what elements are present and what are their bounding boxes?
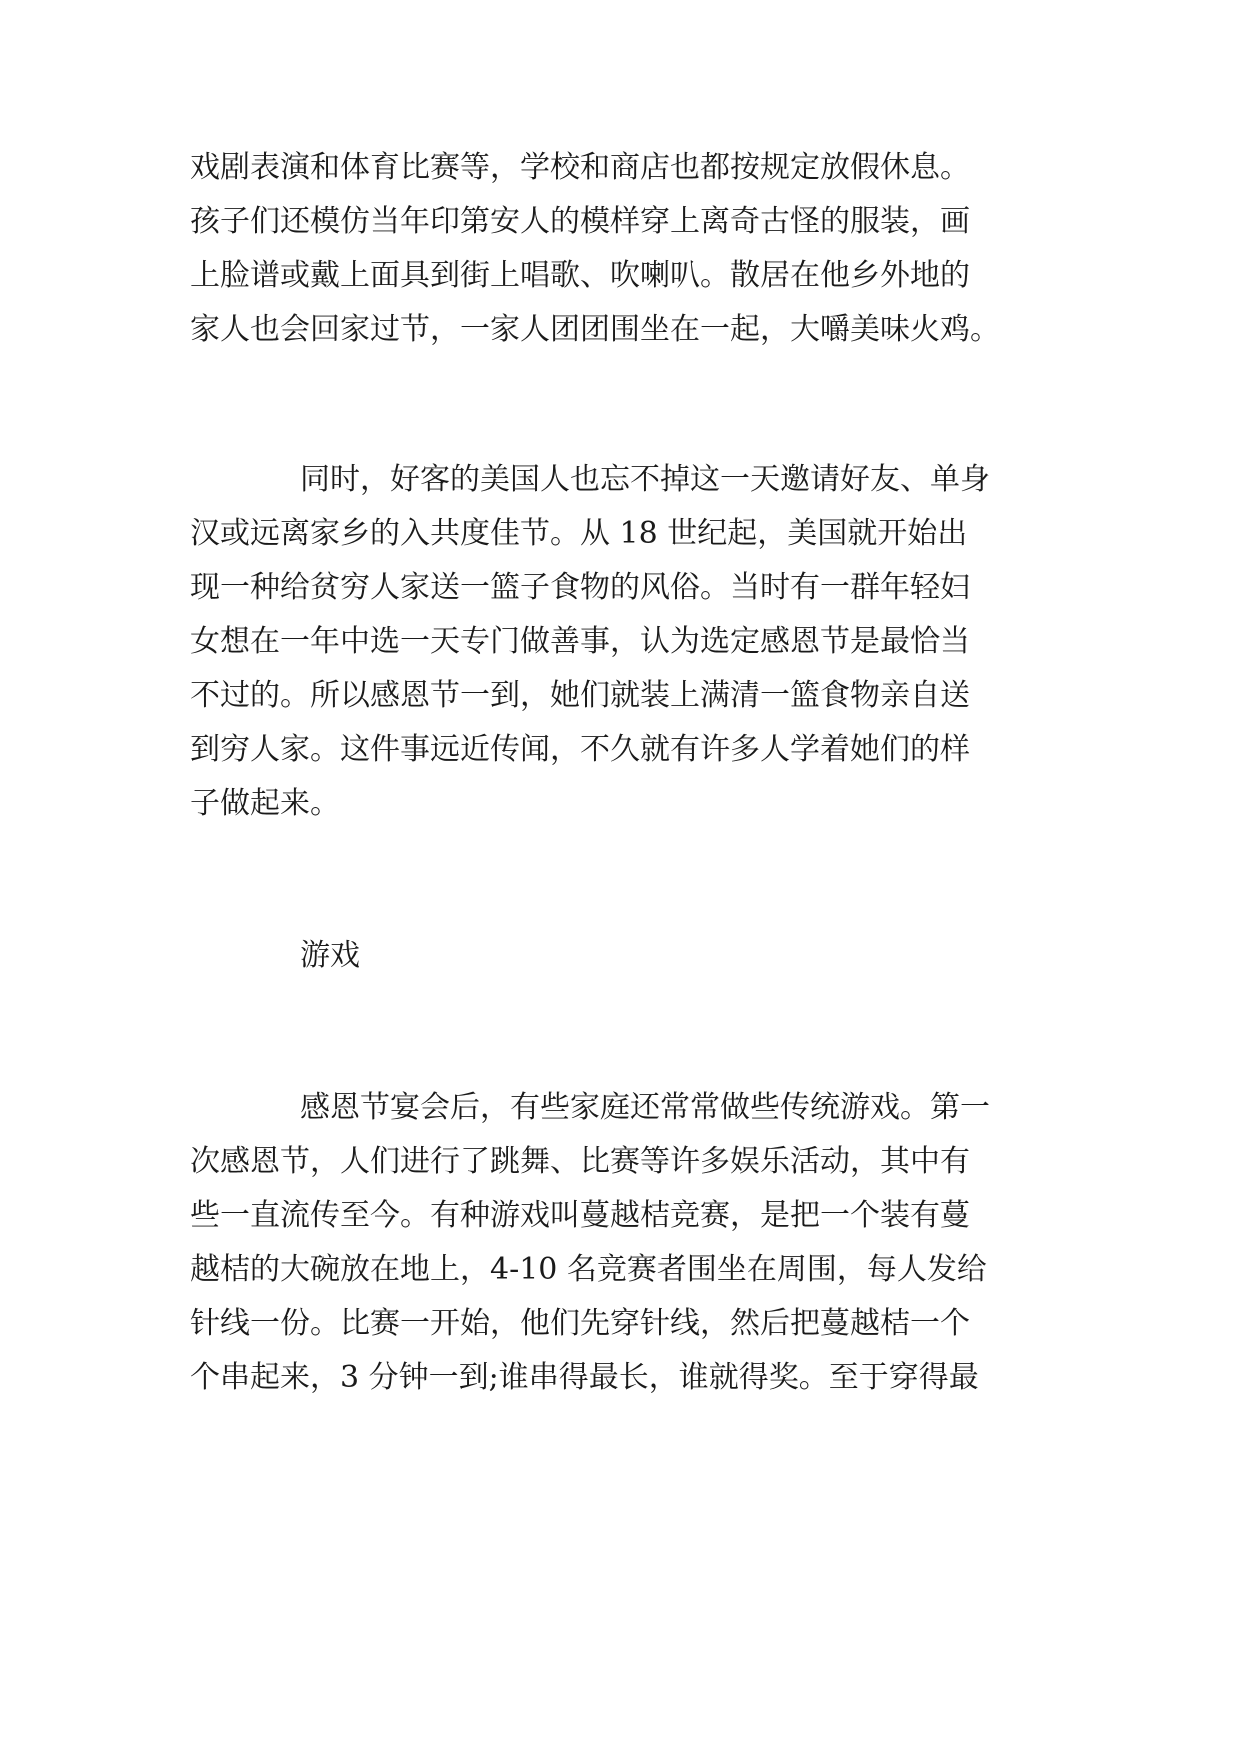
paragraph-line: 些一直流传至今。有种游戏叫蔓越桔竞赛，是把一个装有蔓 <box>190 1198 970 1233</box>
paragraph-line: 现一种给贫穷人家送一篮子食物的风俗。当时有一群年轻妇 <box>190 570 970 605</box>
paragraph-line: 子做起来。 <box>190 786 340 821</box>
paragraph-line: 同时，好客的美国人也忘不掉这一天邀请好友、单身 <box>300 462 990 497</box>
paragraph-line: 次感恩节，人们进行了跳舞、比赛等许多娱乐活动，其中有 <box>190 1144 970 1179</box>
paragraph-line: 越桔的大碗放在地上，4-10 名竞赛者围坐在周围，每人发给 <box>190 1252 987 1287</box>
paragraph-line: 孩子们还模仿当年印第安人的模样穿上离奇古怪的服装，画 <box>190 204 970 239</box>
paragraph-line: 个串起来，3 分钟一到;谁串得最长，谁就得奖。至于穿得最 <box>190 1360 979 1395</box>
paragraph-line: 感恩节宴会后，有些家庭还常常做些传统游戏。第一 <box>300 1090 990 1125</box>
section-heading: 游戏 <box>300 938 360 973</box>
paragraph-line: 针线一份。比赛一开始，他们先穿针线，然后把蔓越桔一个 <box>190 1306 970 1341</box>
paragraph-line: 到穷人家。这件事远近传闻，不久就有许多人学着她们的样 <box>190 732 970 767</box>
paragraph-line: 汉或远离家乡的入共度佳节。从 18 世纪起，美国就开始出 <box>190 516 968 551</box>
paragraph-line: 上脸谱或戴上面具到街上唱歌、吹喇叭。散居在他乡外地的 <box>190 258 970 293</box>
paragraph-line: 女想在一年中选一天专门做善事，认为选定感恩节是最恰当 <box>190 624 970 659</box>
paragraph-line: 戏剧表演和体育比赛等，学校和商店也都按规定放假休息。 <box>190 150 970 185</box>
paragraph-line: 家人也会回家过节，一家人团团围坐在一起，大嚼美味火鸡。 <box>190 312 1000 347</box>
paragraph-line: 不过的。所以感恩节一到，她们就装上满清一篮食物亲自送 <box>190 678 970 713</box>
